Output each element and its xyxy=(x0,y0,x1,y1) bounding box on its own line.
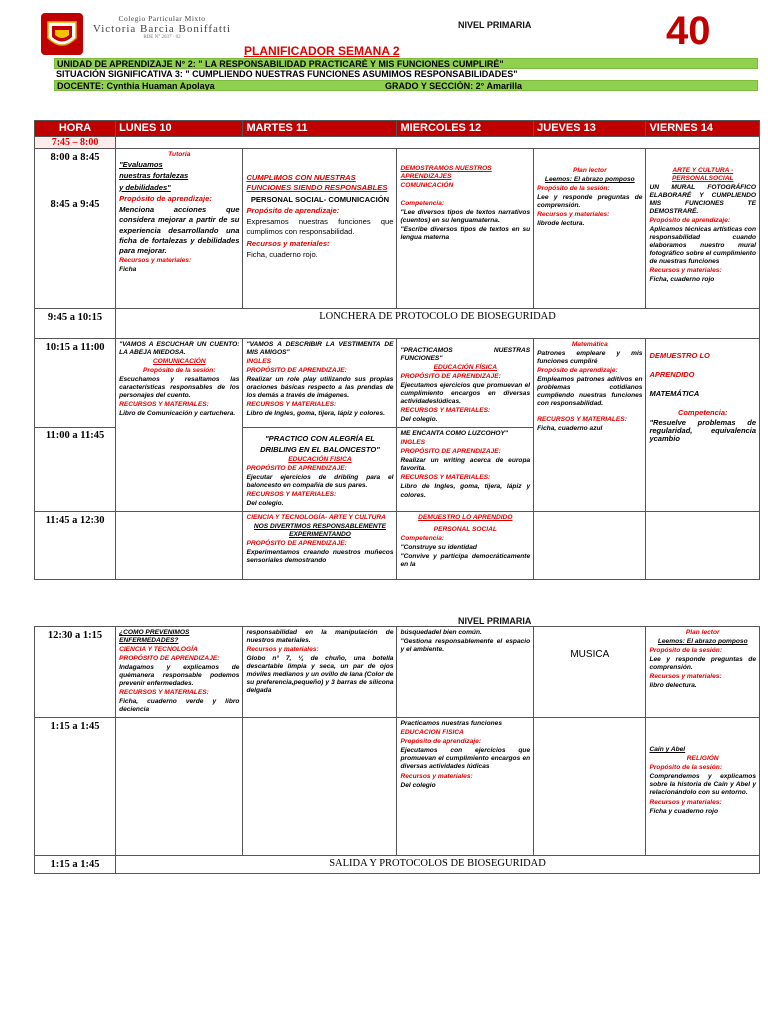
break-row: LONCHERA DE PROTOCOLO DE BIOSEGURIDAD xyxy=(116,309,760,339)
competence-label: Competencia: xyxy=(400,200,445,208)
hora-cell: 7:45 – 8:00 xyxy=(35,137,116,149)
lesson-cell xyxy=(243,627,397,718)
lesson-title: Caín y Abel xyxy=(649,746,686,754)
empty-cell xyxy=(243,718,397,856)
subject-label: EDUCACION FISICA xyxy=(400,729,464,737)
grado-label: GRADO Y SECCIÓN: 2° Amarilla xyxy=(385,81,522,91)
col-hora: HORA xyxy=(35,121,116,137)
competence-label: Competencia: xyxy=(677,407,728,417)
resources-text: Libro de Ingles, goma, tijera, lápiz y colores. xyxy=(400,483,531,499)
table-row xyxy=(35,309,760,339)
resources-label: RECURSOS Y MATERIALES: xyxy=(246,490,337,498)
competence-label: Competencia: xyxy=(400,535,445,543)
empty-cell xyxy=(534,511,646,579)
purpose-label: Propósito de aprendizaje: xyxy=(400,738,482,746)
subject-label: Matemática xyxy=(571,341,608,348)
purpose-text: Realizar un writing acerca de europa favorita. xyxy=(400,457,531,473)
empty-cell xyxy=(534,718,646,856)
subject-label: INGLES xyxy=(246,358,271,366)
situacion-band: SITUACIÓN SIGNIFICATIVA 3: " CUMPLIENDO NUESTRAS FUNCIONES ASUMIMOS RESPONSABILIDADES" xyxy=(54,69,758,80)
school-line3: RDE N° 2037 · 02 xyxy=(143,35,181,40)
hora-cell: 11:00 a 11:45 xyxy=(35,428,116,512)
resources-text: Libro de Comunicación y cartuchera. xyxy=(119,410,236,418)
hora-cell: 12:30 a 1:15 xyxy=(35,627,116,718)
subject-label: EDUCACIÓN FÍSICA xyxy=(433,364,497,372)
lesson-cell xyxy=(646,149,760,309)
schedule-table-1 xyxy=(34,120,760,580)
resources-label: RECURSOS Y MATERIALES: xyxy=(246,401,337,409)
purpose-label: PROPÓSITO DE APRENDIZAJE: xyxy=(400,373,501,381)
col-jueves: JUEVES 13 xyxy=(534,121,646,137)
resources-label: RECURSOS Y MATERIALES: xyxy=(537,416,627,424)
docente-label: DOCENTE: Cynthia Huaman Apolaya xyxy=(57,81,215,91)
purpose-text: Ejecutar ejercicios de dribling para el baloncesto en compañía de sus pares. xyxy=(246,473,394,489)
lesson-cell xyxy=(243,511,397,579)
purpose-text: Lee y responde preguntas de comprensión. xyxy=(537,194,643,210)
subject-label: CIENCIA Y TECNOLOGÍA xyxy=(119,646,198,654)
purpose-text: Aplicamos técnicas artísticas con responsabilidad cuando elaboramos nuestro mural fotográfico sobre el cumplimiento de nuestras funciones xyxy=(649,226,756,266)
subject-label: INGLES xyxy=(400,439,426,447)
resources-label: RECURSOS Y MATERIALES: xyxy=(119,401,209,409)
lesson-title: NOS DIVERTIMOS RESPONSABLEMENTE EXPERIMENTANDO xyxy=(253,523,387,539)
schedule-table-2 xyxy=(34,626,760,874)
purpose-text: Expresamos nuestras funciones que cumplimos con responsabilidad. xyxy=(246,217,394,237)
docente-band xyxy=(54,80,758,91)
empty-cell xyxy=(116,511,243,579)
lesson-cell xyxy=(116,149,243,309)
competence-text: búsquedadel bien común. xyxy=(400,629,482,636)
purpose-label: Propósito de la sesión: xyxy=(537,185,610,193)
purpose-label: Propósito de aprendizaje: xyxy=(119,193,212,203)
nivel-label-2: NIVEL PRIMARIA xyxy=(458,616,532,626)
lesson-cell xyxy=(646,339,760,512)
hora-cell: 1:15 a 1:45 xyxy=(35,718,116,856)
lesson-cell xyxy=(116,339,243,512)
subject-label: Plan lector xyxy=(572,167,607,174)
lesson-cell xyxy=(397,149,534,309)
resources-label: Recursos y materiales: xyxy=(400,772,473,780)
school-line2: Victoria Barcia Boniffatti xyxy=(92,23,232,35)
resources-label: Recursos y materiales: xyxy=(119,257,192,265)
anniversary-logo xyxy=(664,8,714,48)
lesson-title: "VAMOS A ESCUCHAR UN CUENTO: LA ABEJA MIEDOSA. xyxy=(119,341,240,357)
purpose-text: Escuchamos y resaltamos las características responsables de los personajes del cuento. xyxy=(119,376,240,400)
purpose-text: Ejecutamos con ejercicios que promuevan el cumplimiento encargos en diversas actividades lúdicas xyxy=(400,747,531,771)
purpose-text: Comprendemos y explicamos sobre la historia de Caín y Abel y relacionándolo con su entorno. xyxy=(649,773,756,797)
subject-label: ARTE Y CULTURA - PERSONALSOCIAL xyxy=(671,167,734,183)
purpose-label: PROPÓSITO DE APRENDIZAJE: xyxy=(246,464,347,472)
col-viernes: VIERNES 14 xyxy=(646,121,760,137)
purpose-label: Propósito de la sesión: xyxy=(649,647,723,655)
resources-text: Del colegio. xyxy=(246,499,284,507)
purpose-text: Lee y responde preguntas de comprensión. xyxy=(649,656,756,672)
lesson-title: DEMUESTRO LO xyxy=(649,351,710,360)
resources-label: Recursos y materiales: xyxy=(649,673,722,681)
resources-text: Ficha y cuaderno rojo xyxy=(649,807,718,815)
lesson-title: UN MURAL FOTOGRÁFICO ELABORARÉ Y CUMPLIENDO MIS FUNCIONES TE DEMOSTRARÉ. xyxy=(649,184,756,216)
hora-cell: 11:45 a 12:30 xyxy=(35,511,116,579)
lesson-cell xyxy=(397,339,534,428)
resources-label: Recursos y materiales: xyxy=(649,267,722,275)
purpose-text: Experimentamos creando nuestros muñecos sensoriales demostrando xyxy=(246,549,394,565)
anniversary-text: 40 xyxy=(666,9,711,48)
resources-label: RECURSOS Y MATERIALES: xyxy=(400,407,491,415)
purpose-label: Propósito de aprendizaje: xyxy=(246,205,340,215)
competence-text: "Lee diversos tipos de textos narrativos (cuentos) en su lenguamaterna. xyxy=(400,209,531,225)
subject-label: COMUNICACIÓN xyxy=(400,182,454,190)
lesson-cell xyxy=(534,339,646,512)
resources-label: RECURSOS Y MATERIALES: xyxy=(119,689,209,697)
purpose-text: Ejecutamos ejercicios que promuevan el cumplimiento encargos en diversas actividadeslúdicas. xyxy=(400,382,531,406)
lesson-title: Leemos: El abrazo pomposo xyxy=(544,176,635,184)
school-crest-icon xyxy=(40,12,84,56)
resources-text: Ficha, cuaderno rojo. xyxy=(246,249,318,259)
lesson-title: Practicamos nuestras funciones xyxy=(400,720,502,728)
lesson-cell xyxy=(397,627,534,718)
subject-label: MATEMÁTICA xyxy=(649,388,700,398)
empty-cell xyxy=(116,137,760,149)
table-row xyxy=(35,718,760,856)
lesson-title: "VAMOS A DESCRIBIR LA VESTIMENTA DE MIS AMIGOS" xyxy=(246,341,394,357)
empty-cell xyxy=(646,511,760,579)
lesson-title: "PRACTICAMOS NUESTRAS FUNCIONES" xyxy=(400,347,531,363)
lesson-title: Patrones empleare y mis funciones cumpliré xyxy=(537,350,643,366)
resources-text: Ficha xyxy=(119,266,137,274)
exit-row: SALIDA Y PROTOCOLOS DE BIOSEGURIDAD xyxy=(116,856,760,874)
resources-text: Libro de Ingles, goma, tijera, lápiz y colores. xyxy=(246,410,385,418)
unidad-band: UNIDAD DE APRENDIZAJE N° 2: " LA RESPONSABILIDAD PRACTICARÉ Y MIS FUNCIONES CUMPLIRÉ" xyxy=(54,58,758,69)
purpose-label: PROPÓSITO DE APRENDIZAJE: xyxy=(119,655,220,663)
hora-cell: 9:45 a 10:15 xyxy=(35,309,116,339)
hora-cell xyxy=(35,149,116,309)
table-header-row xyxy=(35,121,760,137)
empty-cell xyxy=(116,718,243,856)
purpose-text: Menciona acciones que considera mejorar a partir de su experiencia desarrollando una ficha de fortalezas y debilidades para mejorar. xyxy=(119,205,240,256)
resources-text: librode lectura. xyxy=(537,220,585,228)
lesson-cell xyxy=(646,627,760,718)
competence-text: "Escribe diversos tipos de textos en su lengua materna xyxy=(400,226,531,242)
subject-label: MUSICA xyxy=(534,627,646,718)
table-row xyxy=(35,856,760,874)
subject-label: CIENCIA Y TECNOLOGÍA- ARTE Y CULTURA xyxy=(246,513,386,521)
lesson-cell xyxy=(243,339,397,428)
lesson-cell xyxy=(646,718,760,856)
hora-text: 8:00 a 8:45 xyxy=(50,152,100,163)
lesson-cell xyxy=(397,718,534,856)
resources-text: libro delectura. xyxy=(649,682,697,690)
col-miercoles: MIERCOLES 12 xyxy=(397,121,534,137)
hora-cell: 1:15 a 1:45 xyxy=(35,856,116,874)
purpose-label: Propósito de la sesión: xyxy=(142,367,216,375)
competence-text: "Resuelve problemas de regularidad, equivalencia ycambio xyxy=(649,417,756,443)
lesson-title: ¿COMO PREVENIMOS ENFERMEDADES? xyxy=(119,629,190,645)
resources-text: Ficha, cuaderno rojo xyxy=(649,276,715,284)
purpose-label: PROPÓSITO DE APRENDIZAJE: xyxy=(246,367,347,375)
competence-text: "Convive y participa democráticamente en la xyxy=(400,553,531,569)
nivel-label: NIVEL PRIMARIA xyxy=(458,20,532,30)
table-row xyxy=(35,511,760,579)
resources-text: Globo n° 7, ¼ de chuño, una botella descartable limpia y seca, un par de ojos móviles medianos y un ovillo de lana (Color de su preferencia,pequeño) y 3 barras de silicona delgada xyxy=(246,655,394,695)
lesson-title: Leemos: El abrazo pomposo xyxy=(657,638,748,646)
resources-label: Recursos y materiales: xyxy=(246,238,330,248)
resources-text: Del colegio. xyxy=(400,416,438,424)
resources-text: Del colegio xyxy=(400,781,436,789)
lesson-cell xyxy=(243,428,397,512)
hora-text: 8:45 a 9:45 xyxy=(50,199,100,210)
subject-label: Tutoría xyxy=(168,151,191,158)
subject-label: EDUCACIÓN FISICA xyxy=(288,455,352,463)
purpose-label: PROPÓSITO DE APRENDIZAJE: xyxy=(246,540,347,548)
lesson-cell xyxy=(534,149,646,309)
lesson-cell xyxy=(397,428,534,512)
resources-label: Recursos y materiales: xyxy=(246,646,319,654)
subject-label: RELIGIÓN xyxy=(686,755,719,763)
competence-text: "Gestiona responsablemente el espacio y el ambiente. xyxy=(400,638,531,654)
purpose-label: PROPÓSITO DE APRENDIZAJE: xyxy=(400,448,501,456)
resources-label: Recursos y materiales: xyxy=(649,798,722,806)
col-lunes: LUNES 10 xyxy=(116,121,243,137)
col-martes: MARTES 11 xyxy=(243,121,397,137)
lesson-text: responsabilidad en la manipulación de nuestros materiales. xyxy=(246,629,394,645)
subject-label: COMUNICACIÓN xyxy=(152,358,206,366)
table-row xyxy=(35,339,760,428)
purpose-label: Propósito de aprendizaje: xyxy=(537,367,618,375)
purpose-label: Propósito de aprendizaje: xyxy=(649,217,731,225)
purpose-text: Indagamos y explicamos de quémanera responsable podemos prevenir enfermedades. xyxy=(119,664,240,688)
purpose-text: Realizar un role play utilizando sus propias oraciones básicas respecto a las prendas de los demás a través de imágenes. xyxy=(246,376,394,400)
table-row xyxy=(35,627,760,718)
subject-label: Plan lector xyxy=(685,629,720,636)
planner-title: PLANIFICADOR SEMANA 2 xyxy=(244,44,400,58)
lesson-title: APRENDIDO xyxy=(649,369,695,379)
lesson-cell xyxy=(243,149,397,309)
purpose-label: Propósito de la sesión: xyxy=(649,764,723,772)
resources-text: Ficha, cuaderno azul xyxy=(537,425,603,433)
resources-label: Recursos y materiales: xyxy=(537,211,610,219)
purpose-text: Empleamos patrones aditivos en problemas cotidianos cumpliendo nuestras funciones con responsabilidad. xyxy=(537,376,643,408)
lesson-title: y debilidades" xyxy=(119,182,171,192)
competence-text: "Construye su identidad xyxy=(400,544,477,552)
resources-label: RECURSOS Y MATERIALES: xyxy=(400,474,491,482)
lesson-cell xyxy=(116,627,243,718)
lesson-title: DEMUESTRO LO APRENDIDO xyxy=(418,513,513,521)
school-name xyxy=(92,14,232,40)
lesson-title: nuestras fortalezas xyxy=(119,171,189,181)
lesson-title: DEMOSTRAMOS NUESTROS APRENDIZAJES xyxy=(400,165,492,181)
table-row xyxy=(35,137,760,149)
lesson-title: ME ENCANTA COMO LUZCOHOY" xyxy=(400,430,509,438)
school-line1: Colegio Particular Mixto xyxy=(118,14,206,23)
hora-cell: 10:15 a 11:00 xyxy=(35,339,116,428)
subject-label: PERSONAL SOCIAL xyxy=(433,526,497,533)
lesson-cell xyxy=(397,511,534,579)
lesson-title: "PRACTICO CON ALEGRÍA EL DRIBLING EN EL BALONCESTO" xyxy=(260,434,380,454)
subject-label: PERSONAL SOCIAL- COMUNICACIÓN xyxy=(250,194,390,204)
lesson-title: CUMPLIMOS CON NUESTRAS FUNCIONES SIENDO RESPONSABLES xyxy=(246,173,388,193)
lesson-title: "Evaluamos xyxy=(119,160,163,170)
resources-text: Ficha, cuaderno verde y libro deciencia xyxy=(119,698,240,714)
table-row xyxy=(35,149,760,309)
